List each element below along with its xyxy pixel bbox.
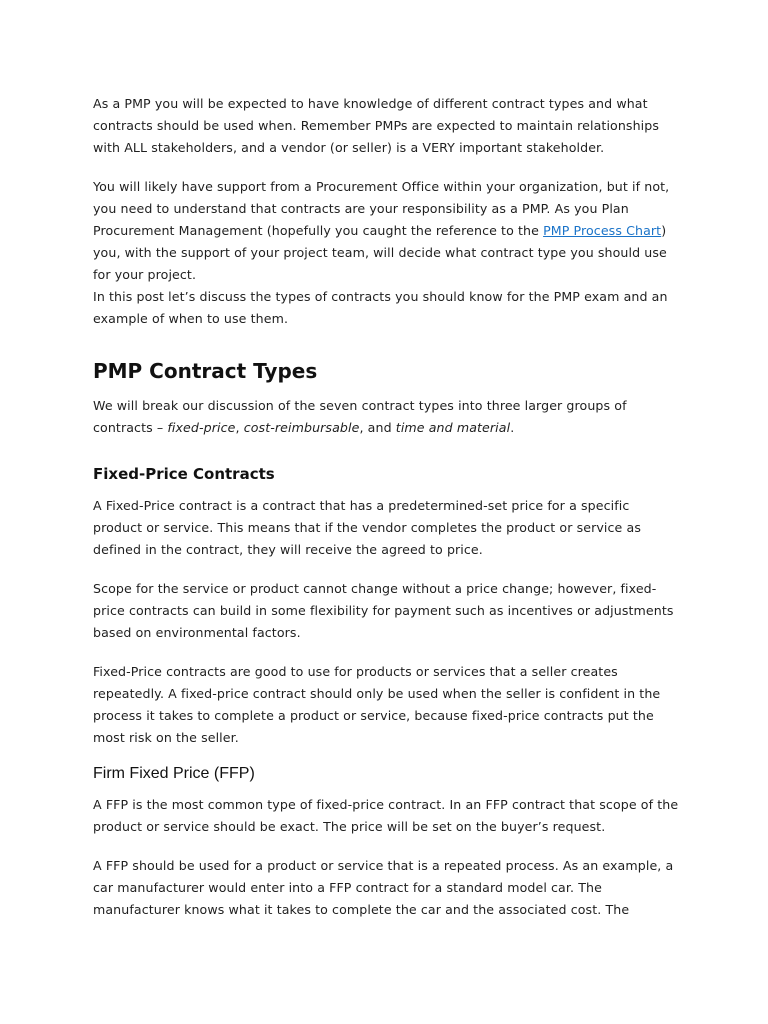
intro-paragraph-1: As a PMP you will be expected to have knowledge of different contract types and what contracts should be used when. Remember PMPs are expected to maintain relationships with ALL stakeholders, and a vendor (or seller) is a VERY important stakeholder. (93, 96, 660, 155)
intro-paragraph-2 (93, 176, 679, 286)
contract-types-intro (93, 395, 679, 439)
contract-types-heading: PMP Contract Types (93, 359, 318, 383)
intro-paragraph-2-text-a: You will likely have support from a Procurement Office within your organization, but if not, you need to understand that contracts are your responsibility as a PMP. As you Plan Procurement Management (hopefully you caught the reference to the (93, 179, 670, 238)
term-cost-reimbursable: cost-reimbursable (243, 420, 360, 435)
document-page (93, 93, 679, 921)
fixed-price-paragraph-3: Fixed-Price contracts are good to use for products or services that a seller creates repeatedly. A fixed-price contract should only be used when the seller is confident in the process it takes to complete a product or service, because fixed-price contracts put the most risk on the seller. (93, 664, 661, 745)
intro-paragraph-2-text-b: ) you, with the support of your project team, will decide what contract type you should use for your project. (93, 223, 667, 282)
ffp-paragraph-1: A FFP is the most common type of fixed-price contract. In an FFP contract that scope of the product or service should be exact. The price will be set on the buyer’s request. (93, 797, 679, 834)
term-fixed-price: fixed-price (167, 420, 236, 435)
fixed-price-paragraph-2: Scope for the service or product cannot change without a price change; however, fixed-price contracts can build in some flexibility for payment such as incentives or adjustments based on environmental factors. (93, 581, 674, 640)
ffp-heading: Firm Fixed Price (FFP) (93, 765, 255, 782)
fixed-price-paragraph-1: A Fixed-Price contract is a contract that has a predetermined-set price for a specific product or service. This means that if the vendor completes the product or service as defined in the contract, they will receive the agreed to price. (93, 498, 641, 557)
ffp-paragraph-2: A FFP should be used for a product or service that is a repeated process. As an example, a car manufacturer would enter into a FFP contract for a standard model car. The manufacturer knows what it takes to complete the car and the associated cost. The (93, 858, 674, 917)
pmp-process-chart-link[interactable]: PMP Process Chart (543, 223, 662, 238)
contract-types-sep-2: , and (359, 420, 396, 435)
contract-types-intro-end: . (510, 420, 515, 435)
contract-types-sep-1: , (235, 420, 244, 435)
contract-types-intro-text: We will break our discussion of the seven contract types into three larger groups of contracts – (93, 398, 627, 435)
term-time-and-material: time and material (395, 420, 511, 435)
fixed-price-heading: Fixed-Price Contracts (93, 465, 275, 483)
intro-paragraph-3: In this post let’s discuss the types of contracts you should know for the PMP exam and an example of when to use them. (93, 289, 668, 326)
